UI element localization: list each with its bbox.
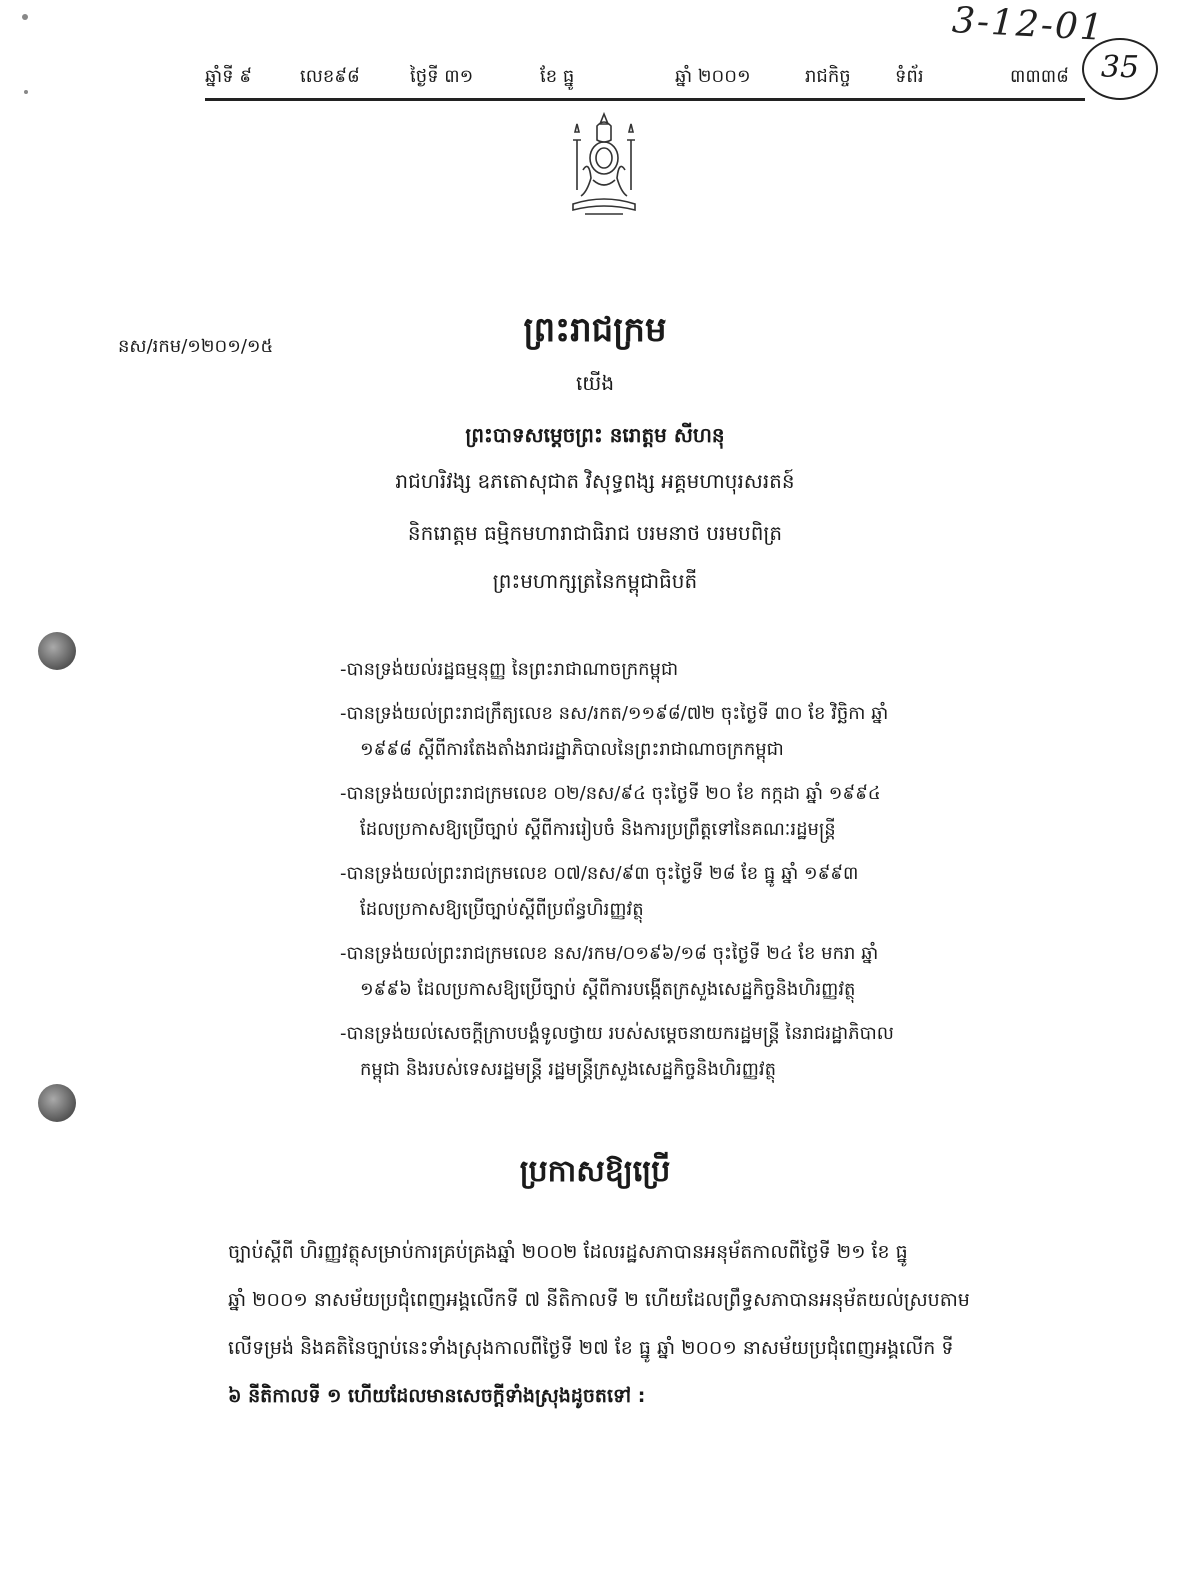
header-issue: លេខ៩៨ [300, 66, 360, 87]
consideration-item [340, 696, 1000, 768]
consideration-item [340, 936, 1000, 1008]
body-paragraph [228, 1228, 998, 1420]
consideration-item [340, 652, 1000, 688]
royal-coat-of-arms-icon [563, 110, 645, 222]
body-line: លើទម្រង់ និងគតិនៃច្បាប់នេះទាំងស្រុងកាលពីថ្ងៃទី ២៧ ខែ ធ្នូ ឆ្នាំ ២០០១ នាសម័យប្រជុំពេញអង្គលើក ទី [228, 1337, 954, 1359]
header-page-label: ទំព័រ [895, 66, 924, 87]
consideration-item [340, 776, 1000, 848]
king-line: រាជហរិវង្ស ឧភតោសុជាត វិសុទ្ធពង្ស អគ្គមហាបុរសរតន៍ [395, 469, 795, 493]
header-publication: រាជកិច្ច [805, 66, 851, 87]
header-year-ce: ឆ្នាំ ២០០១ [675, 66, 751, 87]
handwritten-date: 3-12-01 [951, 0, 1106, 49]
document-reference: នស/រកម/១២០១/១៥ [118, 336, 274, 357]
proclamation-heading: ប្រកាសឱ្យប្រើ [519, 1154, 671, 1189]
consideration-line: -បានទ្រង់យល់ព្រះរាជក្រមលេខ ០២/នស/៩៤ ចុះថ្ងៃទី ២០ ខែ កក្កដា ឆ្នាំ ១៩៩៤ [340, 783, 881, 804]
we-line: យើង [575, 371, 615, 395]
document-title: ព្រះរាជក្រម [523, 310, 667, 350]
consideration-line: -បានទ្រង់យល់ព្រះរាជក្រមលេខ នស/រកម/០១៩៦/១៨ ចុះថ្ងៃទី ២៤ ខែ មករា ឆ្នាំ [340, 943, 879, 964]
consideration-line: ដែលប្រកាសឱ្យប្រើច្បាប់ ស្តីពីការរៀបចំ និងការប្រព្រឹត្តទៅនៃគណៈរដ្ឋមន្ត្រី [360, 819, 836, 840]
scan-speck [22, 14, 28, 20]
header-page-number: ៣៣៣៨ [1010, 66, 1069, 87]
king-line: និករោត្តម ធម្មិកមហារាជាធិរាជ បរមនាថ បរមបពិត្រ [407, 521, 783, 545]
consideration-line: ១៩៩៦ ដែលប្រកាសឱ្យប្រើច្បាប់ ស្តីពីការបង្កើតក្រសួងសេដ្ឋកិច្ចនិងហិរញ្ញវត្ថុ [360, 979, 856, 1000]
body-line: ច្បាប់ស្តីពី ហិរញ្ញវត្ថុសម្រាប់ការគ្រប់គ្រងឆ្នាំ ២០០២ ដែលរដ្ឋសភាបានអនុម័តកាលពីថ្ងៃទី ២១ ខែ ធ្នូ [228, 1241, 908, 1263]
body-line: ៦ នីតិកាលទី ១ ហើយដែលមានសេចក្តីទាំងស្រុងដូចតទៅ : [228, 1385, 646, 1407]
consideration-line: -បានទ្រង់យល់សេចក្តីក្រាបបង្គំទូលថ្វាយ របស់សម្តេចនាយករដ្ឋមន្ត្រី នៃរាជរដ្ឋាភិបាល [340, 1023, 894, 1044]
consideration-item [340, 1016, 1000, 1088]
king-line: ព្រះបាទសម្តេចព្រះ នរោត្តម សីហនុ [465, 423, 725, 447]
header-year: ឆ្នាំទី ៩ [205, 66, 253, 87]
header-month: ខែ ធ្នូ [540, 66, 575, 87]
handwritten-circled-number: 35 [1082, 38, 1158, 100]
scan-speck [24, 90, 28, 94]
consideration-line: ដែលប្រកាសឱ្យប្រើច្បាប់ស្តីពីប្រព័ន្ធហិរញ្ញវត្ថុ [360, 899, 644, 920]
consideration-line: -បានទ្រង់យល់ព្រះរាជក្រឹត្យលេខ នស/រកត/១១៩៨/៧២ ចុះថ្ងៃទី ៣០ ខែ វិច្ឆិកា ឆ្នាំ [340, 703, 889, 724]
header-day: ថ្ងៃទី ៣១ [410, 66, 474, 87]
consideration-line: កម្ពុជា និងរបស់ទេសរដ្ឋមន្ត្រី រដ្ឋមន្ត្រីក្រសួងសេដ្ឋកិច្ចនិងហិរញ្ញវត្ថុ [360, 1059, 777, 1080]
consideration-line: -បានទ្រង់យល់ព្រះរាជក្រមលេខ ០៧/នស/៩៣ ចុះថ្ងៃទី ២៨ ខែ ធ្នូ ឆ្នាំ ១៩៩៣ [340, 863, 859, 884]
consideration-line: ១៩៩៨ ស្តីពីការតែងតាំងរាជរដ្ឋាភិបាលនៃព្រះរាជាណាចក្រកម្ពុជា [360, 739, 784, 760]
consideration-line: -បានទ្រង់យល់រដ្ឋធម្មនុញ្ញ នៃព្រះរាជាណាចក្រកម្ពុជា [340, 659, 679, 680]
considerations-list [340, 652, 1000, 1096]
king-line: ព្រះមហាក្សត្រនៃកម្ពុជាធិបតី [492, 569, 698, 593]
punch-hole [38, 1084, 76, 1122]
consideration-item [340, 856, 1000, 928]
body-line: ឆ្នាំ ២០០១ នាសម័យប្រជុំពេញអង្គលើកទី ៧ នីតិកាលទី ២ ហើយដែលព្រឹទ្ធសភាបានអនុម័តយល់ស្របតាម [228, 1289, 970, 1311]
punch-hole [38, 632, 76, 670]
gazette-header [205, 64, 1085, 101]
